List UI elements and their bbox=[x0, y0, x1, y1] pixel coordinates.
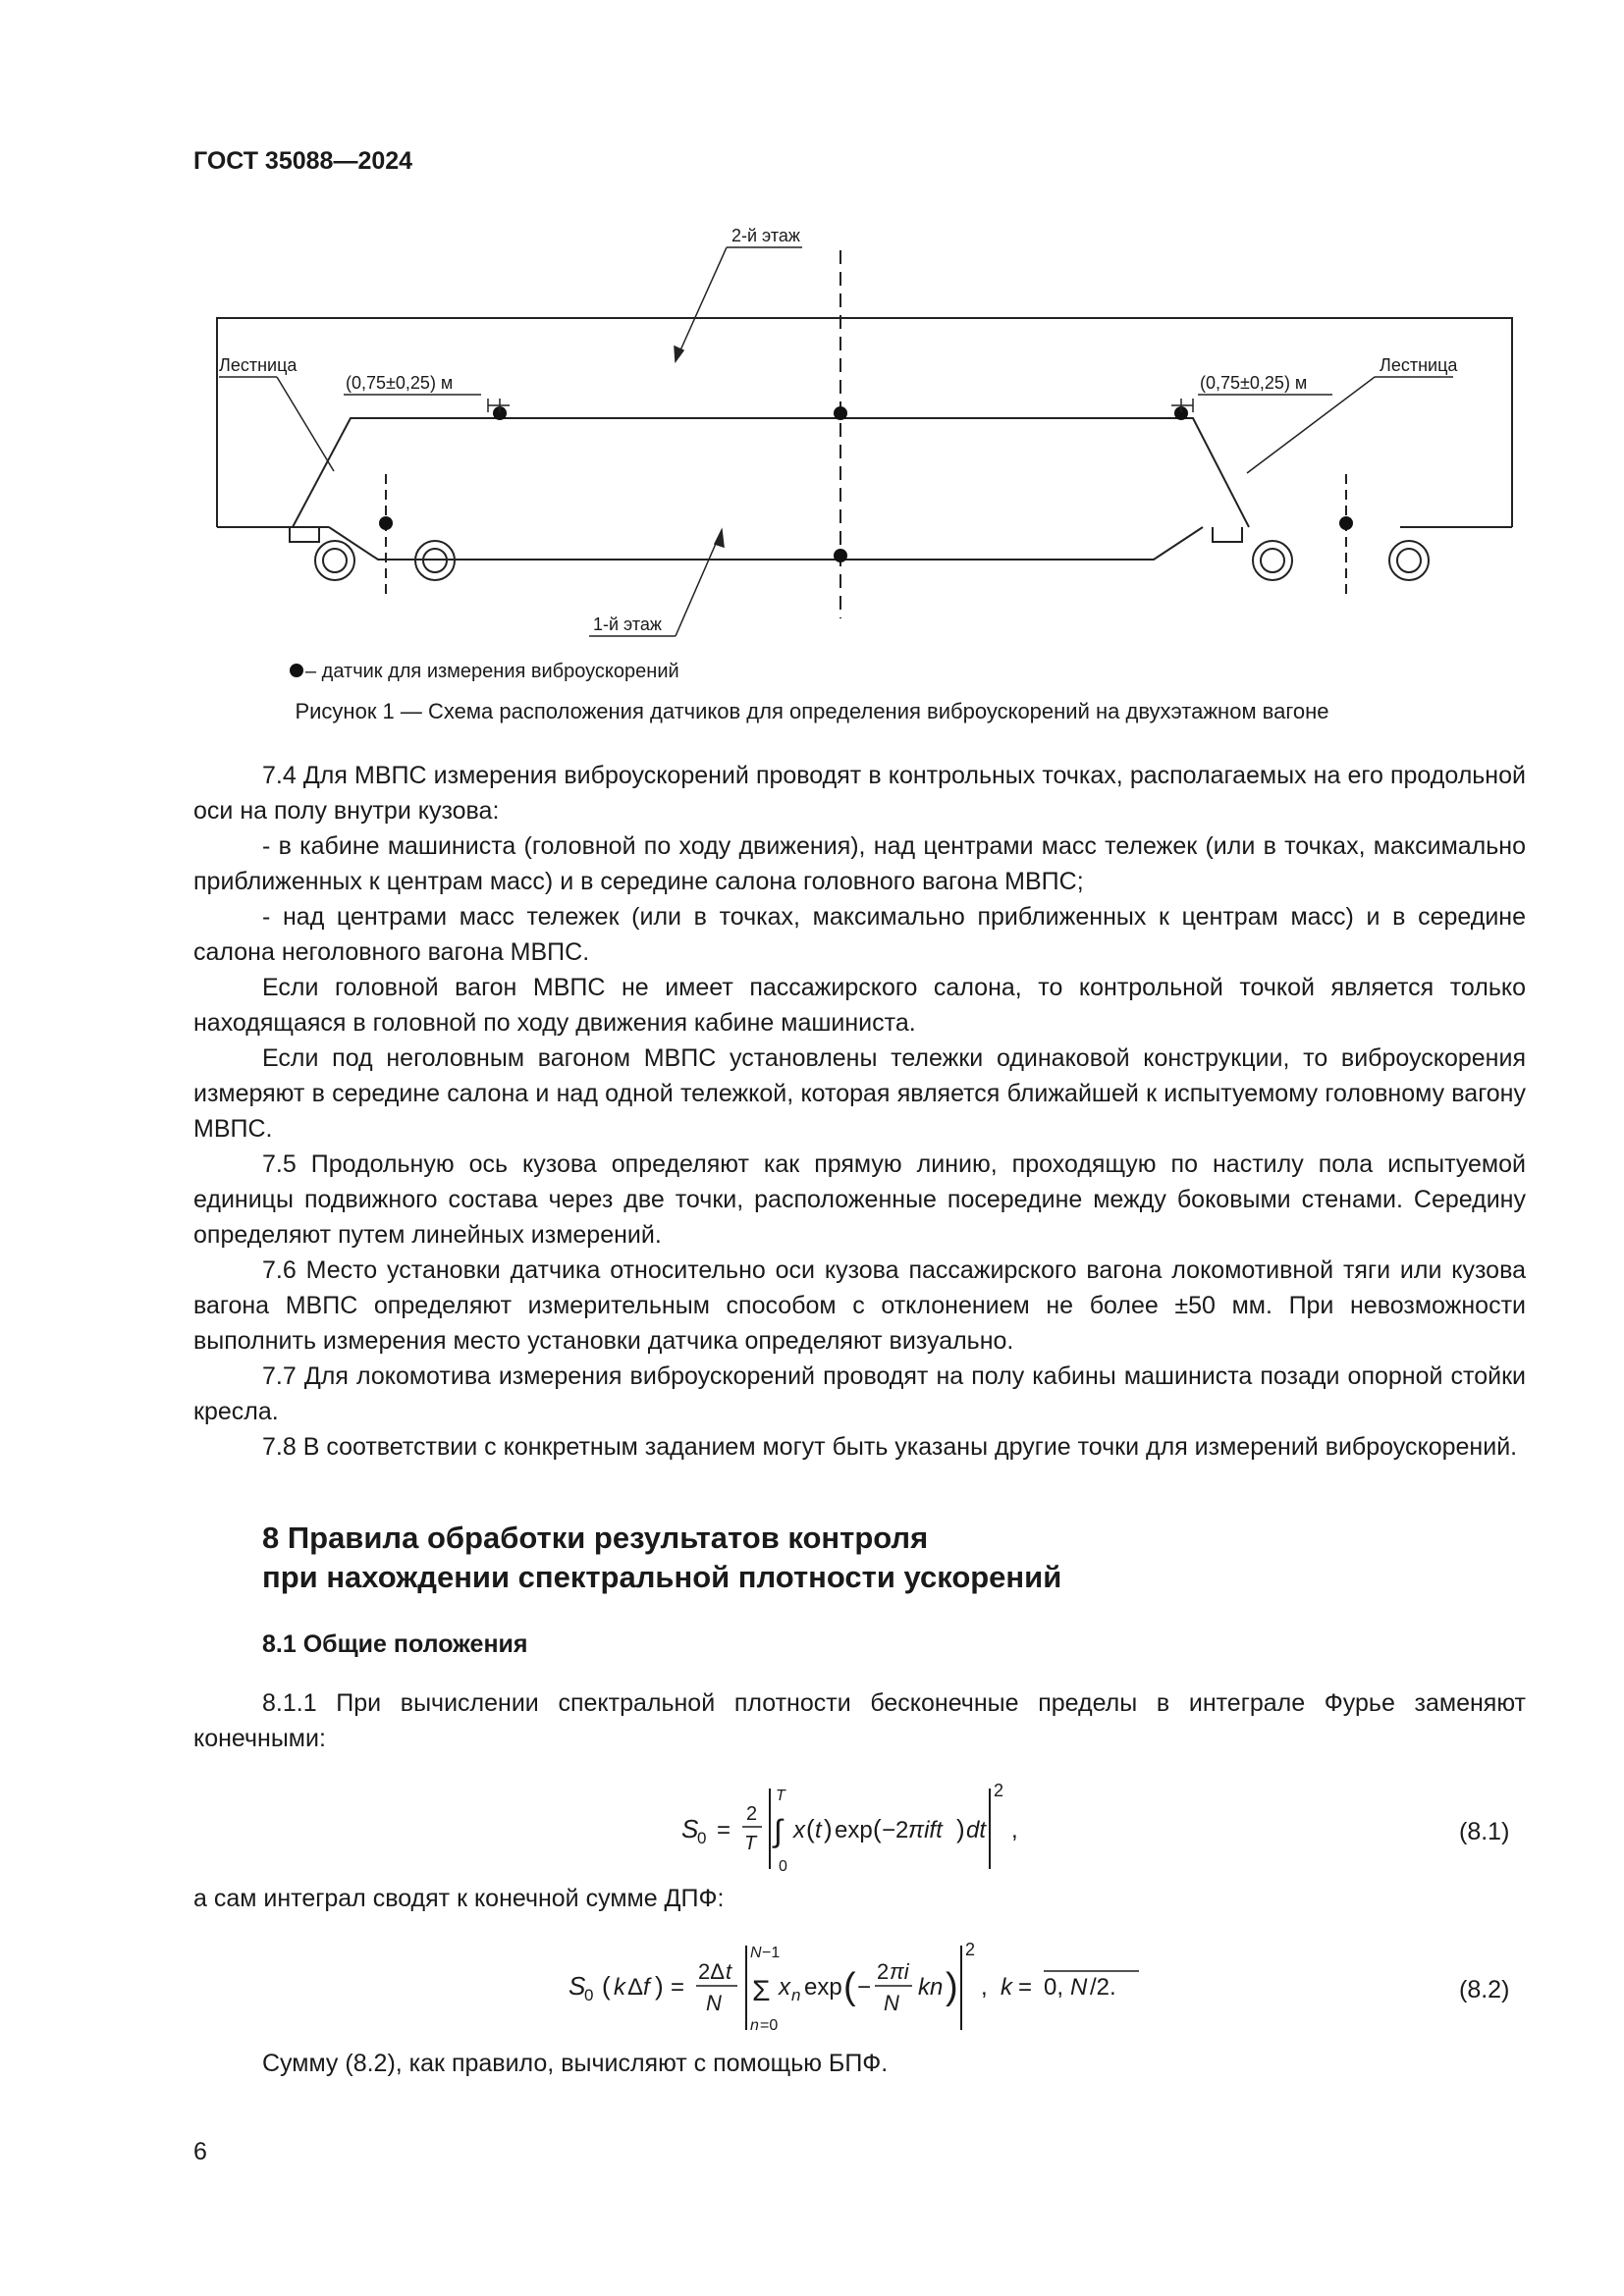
svg-text:=: = bbox=[671, 1974, 685, 2001]
svg-text:t: t bbox=[815, 1817, 822, 1843]
svg-text:πift: πift bbox=[908, 1817, 943, 1843]
svg-text:(: ( bbox=[873, 1814, 882, 1843]
legend-sensor-dot bbox=[290, 664, 303, 677]
svg-text:exp: exp bbox=[835, 1817, 873, 1843]
legend-text: – датчик для измерения виброускорений bbox=[305, 661, 679, 682]
svg-text:T: T bbox=[744, 1833, 757, 1854]
paragraph: а сам интеграл сводят к конечной сумме ДПФ: bbox=[193, 1885, 725, 1912]
svg-text:): ) bbox=[946, 1966, 958, 2007]
body-text bbox=[193, 758, 1526, 1465]
svg-text:(: ( bbox=[602, 1971, 611, 2001]
sensor-dot bbox=[834, 406, 847, 420]
svg-text:0: 0 bbox=[697, 1829, 707, 1847]
svg-text:0,: 0, bbox=[1044, 1974, 1064, 2001]
svg-text:n: n bbox=[791, 1986, 801, 2004]
document-header: ГОСТ 35088—2024 bbox=[193, 147, 413, 175]
list-item: - над центрами масс тележек (или в точках, максимально приближенных к центрам масс) и в середине салона неголовного вагона МВПС. bbox=[193, 903, 1526, 966]
section-title: 8 Правила обработки результатов контроля при нахождении спектральной плотности ускорений bbox=[262, 1521, 1062, 1594]
paragraph-8-1-1: 8.1.1 При вычислении спектральной плотности бесконечные пределы в интеграле Фурье заменяют конечными: bbox=[193, 1689, 1526, 1752]
svg-text:=: = bbox=[1018, 1974, 1033, 2001]
svg-text:(: ( bbox=[843, 1966, 856, 2007]
svg-text:2: 2 bbox=[965, 1940, 976, 1959]
svg-text:,: , bbox=[1011, 1817, 1018, 1843]
svg-text:): ) bbox=[824, 1814, 833, 1843]
svg-text:πi: πi bbox=[890, 1959, 909, 1984]
sensor-dot bbox=[1339, 516, 1353, 530]
svg-text:,: , bbox=[981, 1974, 988, 2001]
svg-text:/2.: /2. bbox=[1090, 1974, 1116, 2001]
paragraph: 7.4 Для МВПС измерения виброускорений проводят в контрольных точках, располагаемых на его продольной оси на полу внутри кузова: bbox=[193, 762, 1526, 825]
label-floor1: 1-й этаж bbox=[593, 614, 662, 634]
label-stairs-left: Лестница bbox=[219, 355, 298, 375]
svg-text:0: 0 bbox=[584, 1986, 594, 2004]
car-body-outline bbox=[217, 318, 1512, 527]
svg-text:2Δ: 2Δ bbox=[698, 1959, 725, 1984]
svg-text:2: 2 bbox=[994, 1781, 1004, 1800]
equation-8-1 bbox=[677, 1775, 1070, 1883]
sensor-dot bbox=[834, 549, 847, 562]
equation-8-2 bbox=[565, 1936, 1173, 2044]
svg-text:t: t bbox=[726, 1959, 732, 1984]
svg-text:N: N bbox=[750, 1945, 762, 1961]
svg-text:−2: −2 bbox=[882, 1817, 909, 1843]
svg-text:kn: kn bbox=[918, 1974, 944, 2001]
paragraph: 7.6 Место установки датчика относительно оси кузова пассажирского вагона локомотивной тяги или кузова вагона МВПС определяют измерительным способом с отклонением не более ±50 мм. При невозможности выполнить измерения место установки датчика определяют визуально. bbox=[193, 1256, 1526, 1355]
svg-text:N: N bbox=[1070, 1974, 1088, 2001]
figure-1 bbox=[187, 216, 1542, 707]
label-stairs-right: Лестница bbox=[1380, 355, 1458, 375]
svg-text:−1: −1 bbox=[762, 1945, 781, 1961]
page-number: 6 bbox=[193, 2138, 207, 2165]
label-floor2: 2-й этаж bbox=[731, 226, 800, 245]
label-dim-right: (0,75±0,25) м bbox=[1200, 373, 1308, 393]
svg-text:f: f bbox=[643, 1974, 650, 2001]
svg-text:(: ( bbox=[806, 1814, 815, 1843]
paragraph: 7.8 В соответствии с конкретным заданием могут быть указаны другие точки для измерений виброускорений. bbox=[262, 1433, 1518, 1461]
svg-text:Σ: Σ bbox=[752, 1975, 771, 2007]
svg-text:k: k bbox=[1001, 1974, 1012, 2001]
svg-text:T: T bbox=[776, 1788, 785, 1804]
paragraph: Сумму (8.2), как правило, вычисляют с помощью БПФ. bbox=[262, 2050, 889, 2077]
svg-text:exp: exp bbox=[804, 1974, 842, 2001]
list-item: - в кабине машиниста (головной по ходу движения), над центрами масс тележек (или в точках, максимально приближенных к центрам масс) и в середине салона головного вагона МВПС; bbox=[193, 832, 1526, 895]
label-dim-left: (0,75±0,25) м bbox=[346, 373, 454, 393]
paragraph: 7.7 Для локомотива измерения виброускорений проводят на полу кабины машиниста позади опорной стойки кресла. bbox=[193, 1362, 1526, 1425]
svg-text:x: x bbox=[779, 1974, 790, 2001]
sensor-dot bbox=[379, 516, 393, 530]
svg-text:N: N bbox=[706, 1991, 722, 2015]
equation-8-2-graphic bbox=[565, 1936, 1173, 2044]
svg-text:Δ: Δ bbox=[627, 1974, 644, 2001]
paragraph: Если под неголовным вагоном МВПС установлены тележки одинаковой конструкции, то виброускорения измеряют в середине салона и над одной тележкой, которая является ближайшей к испытуемому головному вагону МВПС. bbox=[193, 1044, 1526, 1143]
paragraph: 7.5 Продольную ось кузова определяют как прямую линию, проходящую по настилу пола испытуемой единицы подвижного состава через две точки, расположенные посередине между боковыми стенами. Середину определяют путем линейных измерений. bbox=[193, 1150, 1526, 1249]
svg-text:=: = bbox=[717, 1817, 731, 1843]
svg-text:−: − bbox=[857, 1974, 872, 2001]
svg-text:2: 2 bbox=[877, 1959, 890, 1984]
svg-text:2: 2 bbox=[746, 1803, 758, 1825]
equation-8-1-graphic bbox=[677, 1775, 1070, 1883]
svg-text:n: n bbox=[750, 2017, 759, 2034]
subsection-title: 8.1 Общие положения bbox=[262, 1630, 528, 1658]
svg-text:0: 0 bbox=[779, 1858, 787, 1875]
paragraph: Если головной вагон МВПС не имеет пассажирского салона, то контрольной точкой является только находящаяся в головной по ходу движения кабине машиниста. bbox=[193, 974, 1526, 1037]
equation-8-2-number: (8.2) bbox=[1459, 1976, 1510, 2003]
svg-text:): ) bbox=[956, 1814, 965, 1843]
equation-8-1-number: (8.1) bbox=[1459, 1818, 1510, 1845]
lower-floor-line bbox=[329, 527, 1203, 560]
svg-text:S: S bbox=[681, 1814, 699, 1843]
svg-text:): ) bbox=[655, 1971, 664, 2001]
svg-text:dt: dt bbox=[966, 1817, 987, 1843]
svg-text:N: N bbox=[884, 1991, 899, 2015]
svg-text:x: x bbox=[793, 1817, 805, 1843]
upper-floor-line bbox=[293, 418, 1249, 527]
railcar-diagram bbox=[187, 216, 1542, 707]
svg-text:k: k bbox=[614, 1974, 625, 2001]
svg-text:=0: =0 bbox=[760, 2017, 779, 2034]
svg-text:S: S bbox=[568, 1971, 586, 2001]
figure-caption: Рисунок 1 — Схема расположения датчиков для определения виброускорений на двухэтажном вагоне bbox=[295, 699, 1329, 723]
svg-text:∫: ∫ bbox=[774, 1813, 783, 1848]
